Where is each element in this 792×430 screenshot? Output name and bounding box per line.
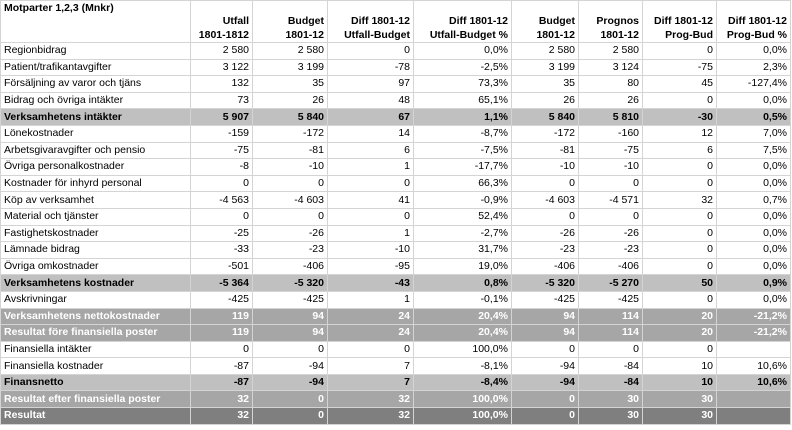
table-cell: 94: [253, 325, 328, 342]
table-cell: 26: [512, 92, 579, 109]
table-cell: 30: [643, 391, 717, 408]
table-cell: 0: [643, 225, 717, 242]
table-cell: -5 364: [191, 275, 253, 292]
row-label: Övriga personalkostnader: [1, 159, 191, 176]
table-cell: -5 270: [579, 275, 643, 292]
table-cell: 20,4%: [414, 325, 512, 342]
column-header-line: Prog-Bud: [665, 29, 713, 41]
table-cell: 32: [191, 391, 253, 408]
table-cell: 48: [328, 92, 414, 109]
table-cell: -160: [579, 125, 643, 142]
row-label: Avskrivningar: [1, 291, 191, 308]
column-header: [328, 1, 414, 43]
table-cell: 0,0%: [717, 242, 791, 259]
table-cell: -406: [579, 258, 643, 275]
table-cell: 2 580: [579, 43, 643, 60]
table-cell: 32: [328, 408, 414, 425]
column-header-line: Diff 1801-12: [351, 15, 410, 27]
table-cell: -26: [253, 225, 328, 242]
row-label: Verksamhetens nettokostnader: [1, 308, 191, 325]
table-row: [1, 391, 791, 408]
column-header-line: Budget: [287, 15, 324, 27]
header-row: [1, 1, 791, 43]
table-row: [1, 92, 791, 109]
table-cell: 5 840: [253, 109, 328, 126]
table-cell: -94: [512, 374, 579, 391]
table-cell: -84: [579, 374, 643, 391]
table-cell: 20,4%: [414, 308, 512, 325]
table-cell: 32: [328, 391, 414, 408]
column-header: [512, 1, 579, 43]
table-cell: -2,7%: [414, 225, 512, 242]
table-row: [1, 358, 791, 375]
column-header: [253, 1, 328, 43]
table-cell: 0: [643, 92, 717, 109]
table-cell: -26: [512, 225, 579, 242]
table-cell: 0,7%: [717, 192, 791, 209]
table-cell: -10: [253, 159, 328, 176]
table-cell: -23: [253, 242, 328, 259]
table-cell: 6: [328, 142, 414, 159]
table-cell: 41: [328, 192, 414, 209]
row-label: Övriga omkostnader: [1, 258, 191, 275]
table-cell: 0: [328, 341, 414, 358]
row-label: Försäljning av varor och tjäns: [1, 76, 191, 93]
row-label: Verksamhetens kostnader: [1, 275, 191, 292]
table-cell: 30: [643, 408, 717, 425]
table-cell: -17,7%: [414, 159, 512, 176]
table-cell: 5 810: [579, 109, 643, 126]
table-row: [1, 159, 791, 176]
table-cell: 3 199: [253, 59, 328, 76]
table-cell: 0,0%: [717, 92, 791, 109]
row-label: Verksamhetens intäkter: [1, 109, 191, 126]
table-cell: 0,9%: [717, 275, 791, 292]
table-cell: 7: [328, 358, 414, 375]
table-cell: -7,5%: [414, 142, 512, 159]
table-cell: 0: [191, 175, 253, 192]
table-cell: 114: [579, 308, 643, 325]
table-cell: 0: [191, 208, 253, 225]
column-header: [414, 1, 512, 43]
row-label: Fastighetskostnader: [1, 225, 191, 242]
table-row: [1, 258, 791, 275]
table-cell: 35: [253, 76, 328, 93]
table-row: [1, 142, 791, 159]
table-cell: 100,0%: [414, 408, 512, 425]
table-cell: 0,0%: [717, 175, 791, 192]
column-header: [191, 1, 253, 43]
table-cell: 0,0%: [717, 291, 791, 308]
table-cell: -425: [579, 291, 643, 308]
table-cell: -95: [328, 258, 414, 275]
table-row: [1, 325, 791, 342]
table-cell: 52,4%: [414, 208, 512, 225]
table-cell: -25: [191, 225, 253, 242]
row-label: Lönekostnader: [1, 125, 191, 142]
table-cell: 97: [328, 76, 414, 93]
table-cell: 10,6%: [717, 374, 791, 391]
column-header-line: Utfall-Budget %: [429, 29, 508, 41]
column-header: [579, 1, 643, 43]
row-label: Bidrag och övriga intäkter: [1, 92, 191, 109]
table-cell: -501: [191, 258, 253, 275]
table-row: [1, 76, 791, 93]
column-header-line: Utfall-Budget: [344, 29, 410, 41]
table-cell: -406: [512, 258, 579, 275]
table-cell: 0: [512, 208, 579, 225]
column-header: [643, 1, 717, 43]
row-label: Resultat efter finansiella poster: [1, 391, 191, 408]
table-cell: -8: [191, 159, 253, 176]
table-cell: 132: [191, 76, 253, 93]
table-cell: -5 320: [512, 275, 579, 292]
column-header-line: Prog-Bud %: [726, 29, 787, 41]
row-label: Regionbidrag: [1, 43, 191, 60]
table-cell: 7: [328, 374, 414, 391]
table-cell: 0: [328, 43, 414, 60]
table-cell: -4 603: [253, 192, 328, 209]
table-cell: -94: [253, 374, 328, 391]
table-row: [1, 308, 791, 325]
column-header-line: Diff 1801-12: [728, 15, 787, 27]
row-label: Resultat före finansiella poster: [1, 325, 191, 342]
table-cell: 50: [643, 275, 717, 292]
table-cell: -8,4%: [414, 374, 512, 391]
table-cell: -425: [512, 291, 579, 308]
table-cell: -21,2%: [717, 308, 791, 325]
table-cell: -81: [253, 142, 328, 159]
table-cell: 0: [579, 341, 643, 358]
table-cell: 119: [191, 325, 253, 342]
table-cell: -78: [328, 59, 414, 76]
table-cell: [717, 391, 791, 408]
table-cell: 3 122: [191, 59, 253, 76]
table-cell: -26: [579, 225, 643, 242]
column-header-line: Diff 1801-12: [654, 15, 713, 27]
table-cell: -0,9%: [414, 192, 512, 209]
table-row: [1, 291, 791, 308]
table-cell: 0: [512, 175, 579, 192]
table-cell: -406: [253, 258, 328, 275]
table-cell: -75: [643, 59, 717, 76]
column-header-line: Prognos: [596, 15, 639, 27]
table-cell: 0: [191, 341, 253, 358]
table-cell: 19,0%: [414, 258, 512, 275]
column-header-line: 1801-1812: [198, 29, 249, 41]
table-body: [1, 43, 791, 425]
table-row: [1, 192, 791, 209]
table-cell: -4 571: [579, 192, 643, 209]
table-cell: 65,1%: [414, 92, 512, 109]
table-cell: 0: [328, 175, 414, 192]
row-label: Finansiella kostnader: [1, 358, 191, 375]
table-cell: 3 124: [579, 59, 643, 76]
row-label: Material och tjänster: [1, 208, 191, 225]
row-label: Finansnetto: [1, 374, 191, 391]
table-cell: -4 603: [512, 192, 579, 209]
table-cell: -21,2%: [717, 325, 791, 342]
table-cell: 26: [579, 92, 643, 109]
column-header-line: Budget: [538, 15, 575, 27]
table-cell: [717, 341, 791, 358]
table-cell: -8,1%: [414, 358, 512, 375]
table-row: [1, 175, 791, 192]
table-cell: -8,7%: [414, 125, 512, 142]
table-cell: -425: [191, 291, 253, 308]
table-cell: 24: [328, 325, 414, 342]
table-cell: -2,5%: [414, 59, 512, 76]
table-cell: 0,5%: [717, 109, 791, 126]
table-cell: 80: [579, 76, 643, 93]
table-cell: -33: [191, 242, 253, 259]
table-cell: 45: [643, 76, 717, 93]
table-cell: -43: [328, 275, 414, 292]
table-row: [1, 59, 791, 76]
table-cell: 10,6%: [717, 358, 791, 375]
table-cell: 1: [328, 225, 414, 242]
table-cell: -4 563: [191, 192, 253, 209]
table-cell: -94: [512, 358, 579, 375]
table-cell: -10: [512, 159, 579, 176]
column-header: [717, 1, 791, 43]
table-cell: 0,0%: [717, 225, 791, 242]
table-cell: 3 199: [512, 59, 579, 76]
table-cell: 0: [643, 159, 717, 176]
table-row: [1, 242, 791, 259]
table-cell: 119: [191, 308, 253, 325]
column-header-line: 1801-12: [285, 29, 324, 41]
table-cell: 30: [579, 408, 643, 425]
table-cell: 0: [253, 391, 328, 408]
table-cell: 14: [328, 125, 414, 142]
table-row: [1, 125, 791, 142]
table-cell: 24: [328, 308, 414, 325]
table-cell: -5 320: [253, 275, 328, 292]
report-title: Motparter 1,2,3 (Mnkr): [1, 1, 191, 43]
table-cell: 0,0%: [414, 43, 512, 60]
table-cell: 10: [643, 358, 717, 375]
table-cell: -23: [579, 242, 643, 259]
table-cell: 100,0%: [414, 341, 512, 358]
table-cell: 114: [579, 325, 643, 342]
table-cell: 0,0%: [717, 43, 791, 60]
table-cell: 73,3%: [414, 76, 512, 93]
table-row: [1, 109, 791, 126]
table-cell: 2 580: [191, 43, 253, 60]
table-row: [1, 374, 791, 391]
table-cell: 32: [191, 408, 253, 425]
row-label: Köp av verksamhet: [1, 192, 191, 209]
table-cell: -159: [191, 125, 253, 142]
table-cell: 2 580: [253, 43, 328, 60]
table-cell: 0: [643, 341, 717, 358]
table-cell: 73: [191, 92, 253, 109]
table-cell: -94: [253, 358, 328, 375]
table-cell: [717, 408, 791, 425]
table-cell: 0: [579, 208, 643, 225]
table-cell: -75: [579, 142, 643, 159]
row-label: Kostnader för inhyrd personal: [1, 175, 191, 192]
table-cell: 2 580: [512, 43, 579, 60]
table-cell: 0: [512, 408, 579, 425]
table-cell: -10: [328, 242, 414, 259]
table-cell: 32: [643, 192, 717, 209]
table-cell: 10: [643, 374, 717, 391]
table-row: [1, 208, 791, 225]
table-cell: 35: [512, 76, 579, 93]
column-header-line: 1801-12: [536, 29, 575, 41]
table-cell: 20: [643, 325, 717, 342]
table-cell: 0: [253, 341, 328, 358]
table-row: [1, 341, 791, 358]
row-label: Patient/trafikantavgifter: [1, 59, 191, 76]
table-cell: -87: [191, 358, 253, 375]
table-cell: -81: [512, 142, 579, 159]
column-header-line: 1801-12: [600, 29, 639, 41]
table-cell: 0: [253, 175, 328, 192]
table-cell: -87: [191, 374, 253, 391]
column-header-line: Diff 1801-12: [449, 15, 508, 27]
table-cell: 0,0%: [717, 159, 791, 176]
table-cell: 67: [328, 109, 414, 126]
table-cell: 0: [253, 408, 328, 425]
table-cell: 0: [643, 43, 717, 60]
table-cell: 94: [253, 308, 328, 325]
table-cell: -23: [512, 242, 579, 259]
table-cell: -75: [191, 142, 253, 159]
table-cell: 0: [643, 208, 717, 225]
table-cell: -30: [643, 109, 717, 126]
column-header-line: Utfall: [222, 15, 249, 27]
table-cell: -84: [579, 358, 643, 375]
table-cell: 1: [328, 159, 414, 176]
table-cell: 0,8%: [414, 275, 512, 292]
table-cell: 26: [253, 92, 328, 109]
table-cell: 0: [512, 341, 579, 358]
table-cell: 1: [328, 291, 414, 308]
table-cell: 0,0%: [717, 208, 791, 225]
table-cell: 0: [643, 242, 717, 259]
table-cell: -172: [253, 125, 328, 142]
table-cell: 5 907: [191, 109, 253, 126]
table-cell: -425: [253, 291, 328, 308]
table-cell: 12: [643, 125, 717, 142]
table-cell: -0,1%: [414, 291, 512, 308]
table-cell: 0: [643, 291, 717, 308]
table-cell: 7,0%: [717, 125, 791, 142]
table-cell: 0: [643, 175, 717, 192]
table-cell: 31,7%: [414, 242, 512, 259]
table-row: [1, 43, 791, 60]
table-cell: 30: [579, 391, 643, 408]
table-row: [1, 275, 791, 292]
table-cell: 0: [328, 208, 414, 225]
table-cell: 0: [512, 391, 579, 408]
table-cell: 0: [643, 258, 717, 275]
row-label: Finansiella intäkter: [1, 341, 191, 358]
table-cell: 66,3%: [414, 175, 512, 192]
table-cell: 0: [579, 175, 643, 192]
row-label: Resultat: [1, 408, 191, 425]
table-cell: 7,5%: [717, 142, 791, 159]
table-cell: -10: [579, 159, 643, 176]
table-cell: 100,0%: [414, 391, 512, 408]
table-cell: 20: [643, 308, 717, 325]
table-cell: -127,4%: [717, 76, 791, 93]
row-label: Arbetsgivaravgifter och pensio: [1, 142, 191, 159]
table-cell: 5 840: [512, 109, 579, 126]
row-label: Lämnade bidrag: [1, 242, 191, 259]
table-cell: 2,3%: [717, 59, 791, 76]
table-cell: 94: [512, 308, 579, 325]
table-row: [1, 225, 791, 242]
table-cell: 0,0%: [717, 258, 791, 275]
table-cell: 0: [253, 208, 328, 225]
table-cell: -172: [512, 125, 579, 142]
table-row: [1, 408, 791, 425]
table-cell: 1,1%: [414, 109, 512, 126]
table-cell: 6: [643, 142, 717, 159]
table-cell: 94: [512, 325, 579, 342]
